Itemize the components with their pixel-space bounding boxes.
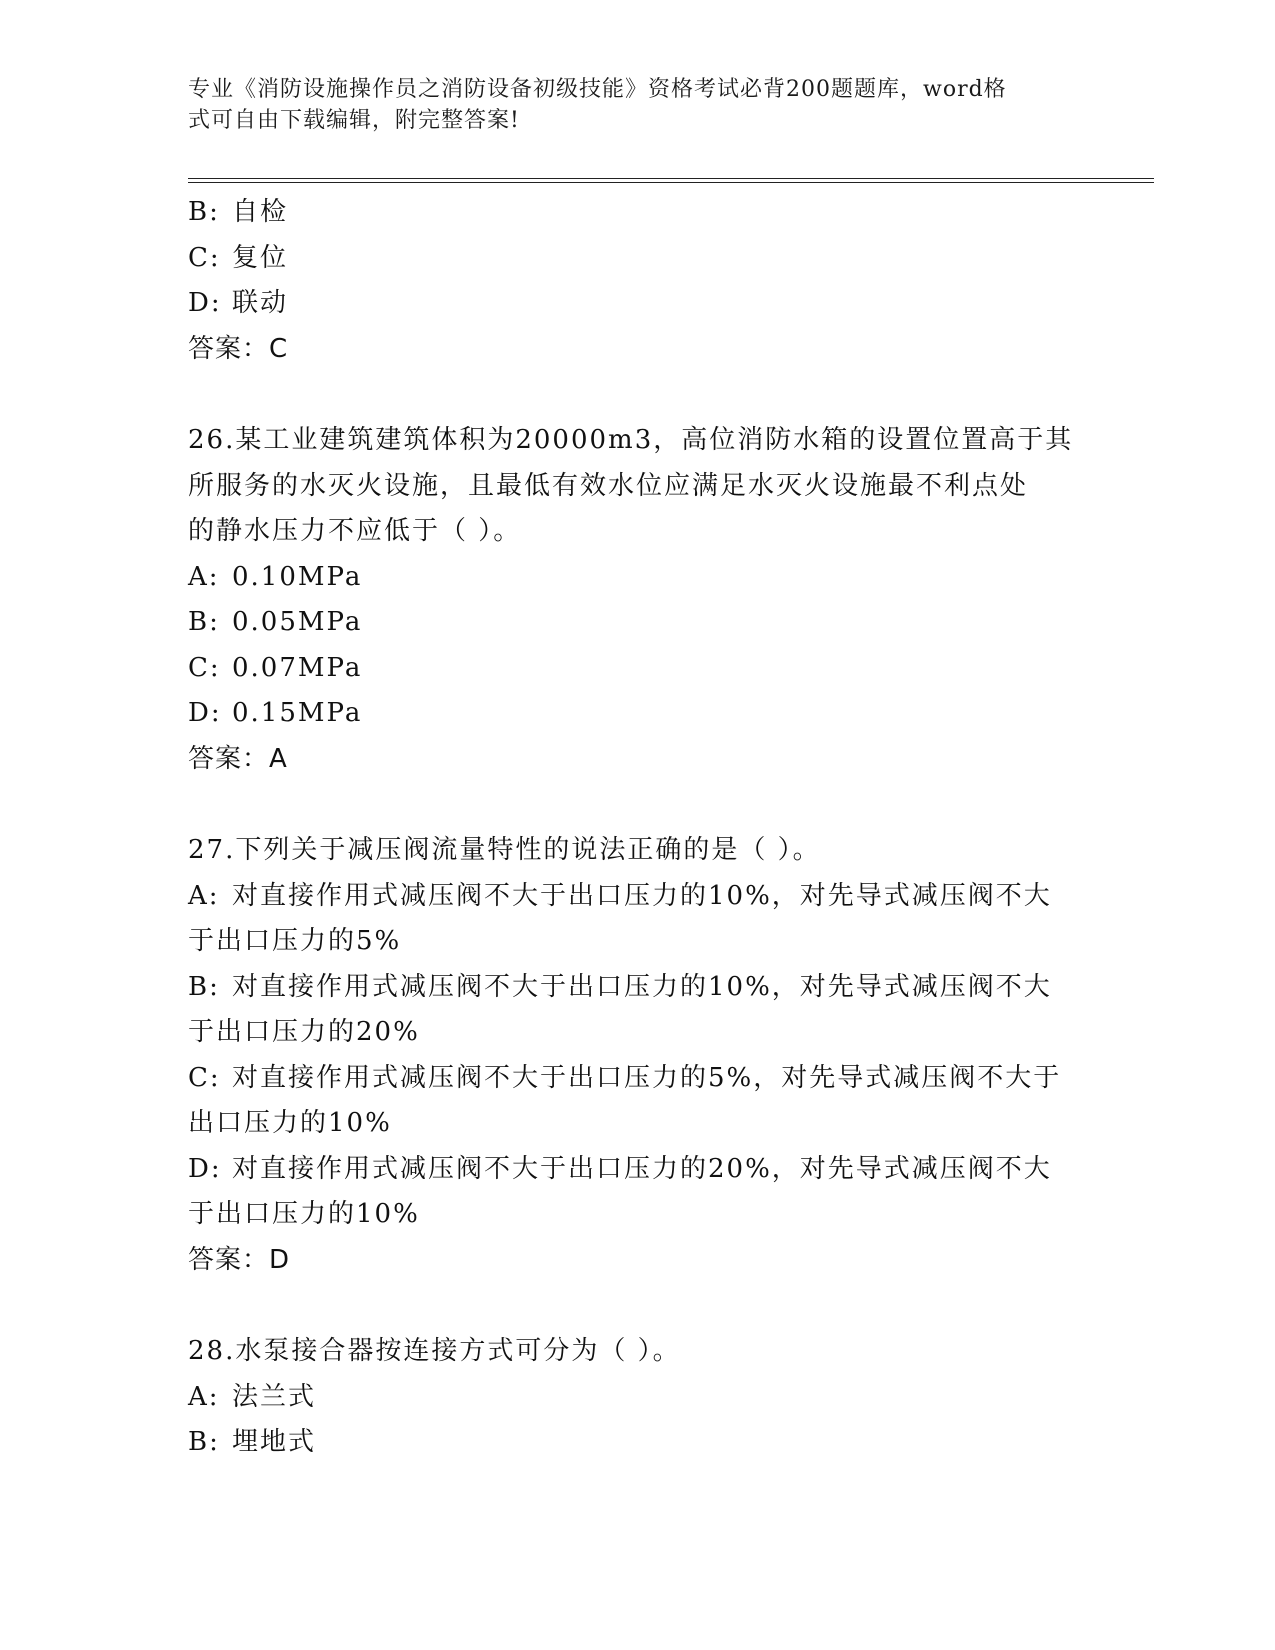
answer: 答案：D bbox=[188, 1244, 291, 1275]
question-stem: 27.下列关于减压阀流量特性的说法正确的是（ ）。 bbox=[188, 835, 821, 865]
question-28 bbox=[188, 1329, 1088, 1466]
option-c: C: 复位 bbox=[188, 242, 289, 273]
header-line-1: 专业《消防设施操作员之消防设备初级技能》资格考试必背200题题库，word格 bbox=[188, 77, 1007, 102]
option-b-continued: 于出口压力的20% bbox=[188, 1017, 420, 1047]
option-d: D: 0.15MPa bbox=[188, 698, 363, 728]
option-b: B: 自检 bbox=[188, 197, 289, 227]
question-27 bbox=[188, 828, 1088, 1283]
question-25 bbox=[188, 190, 1088, 372]
option-b: B: 埋地式 bbox=[188, 1427, 317, 1457]
header-divider bbox=[188, 178, 1154, 183]
option-d: D: 对直接作用式减压阀不大于出口压力的20%，对先导式减压阀不大 bbox=[188, 1153, 1052, 1184]
option-c: C: 0.07MPa bbox=[188, 652, 363, 683]
question-stem: 28.水泵接合器按连接方式可分为（ ）。 bbox=[188, 1336, 681, 1366]
question-stem-line: 26.某工业建筑建筑体积为20000m3，高位消防水箱的设置位置高于其 bbox=[188, 425, 1074, 455]
question-26 bbox=[188, 418, 1088, 782]
option-c: C: 对直接作用式减压阀不大于出口压力的5%，对先导式减压阀不大于 bbox=[188, 1062, 1062, 1093]
option-c-continued: 出口压力的10% bbox=[188, 1108, 392, 1138]
page-header bbox=[188, 74, 1068, 136]
option-a: A: 对直接作用式减压阀不大于出口压力的10%，对先导式减压阀不大 bbox=[188, 880, 1052, 911]
option-a: A: 法兰式 bbox=[188, 1381, 317, 1412]
question-stem-line: 所服务的水灭火设施，且最低有效水位应满足水灭火设施最不利点处 bbox=[188, 470, 1029, 501]
question-stem-line: 的静水压力不应低于（ ）。 bbox=[188, 516, 522, 546]
option-b: B: 对直接作用式减压阀不大于出口压力的10%，对先导式减压阀不大 bbox=[188, 971, 1052, 1002]
option-b: B: 0.05MPa bbox=[188, 607, 363, 637]
option-a-continued: 于出口压力的5% bbox=[188, 926, 402, 956]
header-line-2: 式可自由下载编辑，附完整答案! bbox=[188, 108, 520, 133]
option-d-continued: 于出口压力的10% bbox=[188, 1199, 420, 1229]
option-a: A: 0.10MPa bbox=[188, 561, 363, 592]
option-d: D: 联动 bbox=[188, 288, 289, 318]
answer: 答案：C bbox=[188, 333, 289, 364]
answer: 答案：A bbox=[188, 743, 288, 774]
question-list bbox=[188, 190, 1088, 1466]
